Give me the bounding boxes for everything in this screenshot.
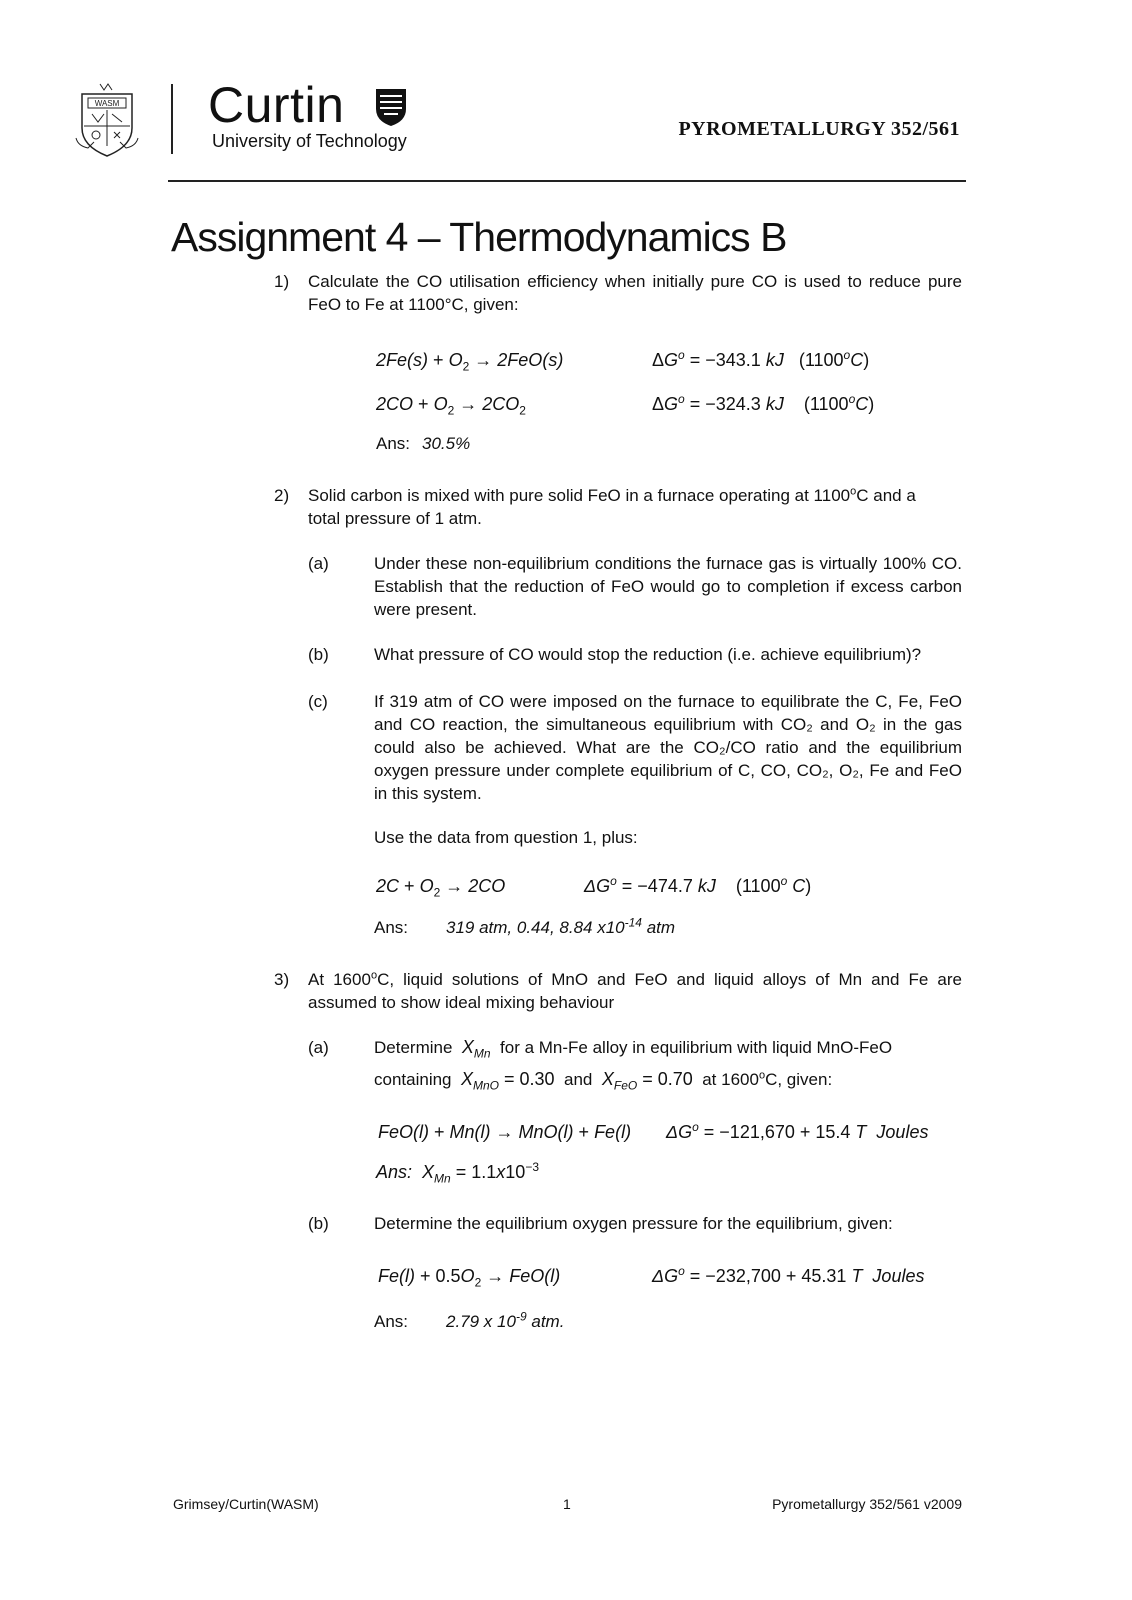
q2b-label: (b)	[308, 645, 329, 664]
q2-text-a: Solid carbon is mixed with pure solid FeO in a furnace operating at 1100	[308, 486, 851, 505]
header-divider	[171, 84, 173, 154]
q2-text-line1: Solid carbon is mixed with pure solid FeO in a furnace operating at 1100$^o$C and a	[308, 485, 916, 505]
q2-answer	[446, 916, 675, 939]
header-rule	[168, 180, 966, 182]
q3-text-a: At 1600	[308, 970, 371, 989]
q3a-text4: and	[564, 1070, 593, 1089]
q3b-answer-label: Ans:	[374, 1312, 409, 1331]
q3-text: At 1600$^o$C, liquid solutions of MnO and FeO and liquid alloys of Mn and Fe are assumed to show ideal mixing behaviour	[308, 969, 962, 1012]
q3a-reaction: FeO(l) + Mn(l) → MnO(l) + Fe(l)	[378, 1122, 632, 1142]
q1-reaction-2: $2CO + O_2 \to 2CO_2$	[376, 394, 526, 418]
page-number: 1	[563, 1496, 571, 1512]
q2b-text: What pressure of CO would stop the reduction (i.e. achieve equilibrium)?	[374, 645, 922, 664]
q2a-text: Under these non-equilibrium conditions the furnace gas is virtually 100% CO. Establish that the reduction of FeO would go to completion if excess carbon were present.	[374, 554, 962, 619]
q3b-text: Determine the equilibrium oxygen pressure for the equilibrium, given:	[374, 1214, 893, 1233]
q2-reaction: $2C + O_2 \to 2CO$	[376, 876, 506, 900]
q3a-text6: C, given:	[765, 1070, 833, 1089]
q3b-answer-exponent: -9	[515, 1309, 527, 1324]
q3b-label: (b)	[308, 1214, 329, 1233]
q2-answer-exponent: -14	[624, 915, 642, 930]
q3a-line2: containing $X_{MnO} = 0.30$ and $X_{FeO} = 0.70$ at 1600$^o$C, given:	[374, 1069, 833, 1093]
q1-answer: 30.5%	[422, 434, 471, 453]
q2c-text: If 319 atm of CO were imposed on the furnace to equilibrate the C, Fe, FeO and CO reaction, the simultaneous equilibrium with CO₂ and O₂ in the gas could also be achieved. What are the CO₂/CO ratio and the equilibrium oxygen pressure under complete equilibrium of C, CO, CO₂, O₂, Fe and FeO in this system.	[374, 692, 962, 803]
q2-number: 2)	[274, 486, 290, 505]
q3a-answer: Ans: $X_{Mn} = 1.1x10^{-3}$	[376, 1160, 539, 1186]
q1-number: 1)	[274, 272, 290, 291]
q3-number: 3)	[274, 970, 290, 989]
q2-answer-unit: atm	[646, 918, 676, 937]
q2-delta-g: $\Delta G^o = -474.7$ kJ (1100$^o$ C)	[584, 874, 812, 896]
q3b-answer-value: 2.79 x 10	[446, 1312, 516, 1331]
page-title: Assignment 4 – Thermodynamics B	[171, 214, 787, 260]
wasm-crest-logo	[74, 80, 140, 162]
q3a-label: (a)	[308, 1038, 329, 1057]
q3b-delta-g: $\Delta G^o = -232,700 + 45.31$ T Joules	[652, 1264, 925, 1286]
q3b-answer	[446, 1310, 564, 1333]
university-name: Curtin	[208, 77, 345, 133]
q1-reaction-1: $2Fe(s) + O_2 \to 2FeO(s)$	[376, 350, 564, 374]
q3a-delta-g: $\Delta G^o = -121,670 + 15.4$ T Joules	[666, 1120, 929, 1142]
q3a-line1: Determine $X_{Mn}$ for a Mn-Fe alloy in equilibrium with liquid MnO-FeO	[374, 1037, 893, 1061]
svg-text:WASM: WASM	[94, 99, 120, 108]
q1-delta-g-1: $\Delta G^o = -343.1$ kJ (1100$^o$C)	[652, 348, 870, 370]
curtin-shield-icon	[374, 87, 408, 127]
q2c-label: (c)	[308, 692, 328, 711]
q3a-answer-label: Ans:	[376, 1162, 413, 1182]
q3a-text3: containing	[374, 1070, 452, 1089]
q2-use-data: Use the data from question 1, plus:	[374, 828, 638, 847]
q3a-text5: at 1600	[702, 1070, 759, 1089]
q2-answer-label: Ans:	[374, 918, 409, 937]
footer-course-version: Pyrometallurgy 352/561 v2009	[772, 1496, 962, 1512]
q3a-text1: Determine	[374, 1038, 453, 1057]
university-subtitle: University of Technology	[212, 131, 407, 151]
footer-author: Grimsey/Curtin(WASM)	[173, 1496, 319, 1512]
q1-delta-g-2: $\Delta G^o = -324.3$ kJ (1100$^o$C)	[652, 392, 875, 414]
q1-answer-label: Ans:	[376, 434, 411, 453]
q2a-label: (a)	[308, 554, 329, 573]
q2-answer-value: 319 atm, 0.44, 8.84 x10	[446, 918, 625, 937]
q2-text-b: C and a	[856, 486, 916, 505]
course-code: PYROMETALLURGY 352/561	[678, 118, 960, 140]
q3a-text2: for a Mn-Fe alloy in equilibrium with liquid MnO-FeO	[500, 1038, 893, 1057]
q3b-reaction: $Fe(l) + 0.5O_2 \to FeO(l)$	[378, 1266, 561, 1290]
q2-text-c: total pressure of 1 atm.	[308, 509, 482, 528]
q3b-answer-unit: atm.	[531, 1312, 565, 1331]
q1-text: Calculate the CO utilisation efficiency when initially pure CO is used to reduce pure FeO to Fe at 1100°C, given:	[308, 272, 962, 314]
q3-text-b: C, liquid solutions of MnO and FeO and liquid alloys of Mn and Fe are assumed to show ideal mixing behaviour	[308, 970, 962, 1012]
